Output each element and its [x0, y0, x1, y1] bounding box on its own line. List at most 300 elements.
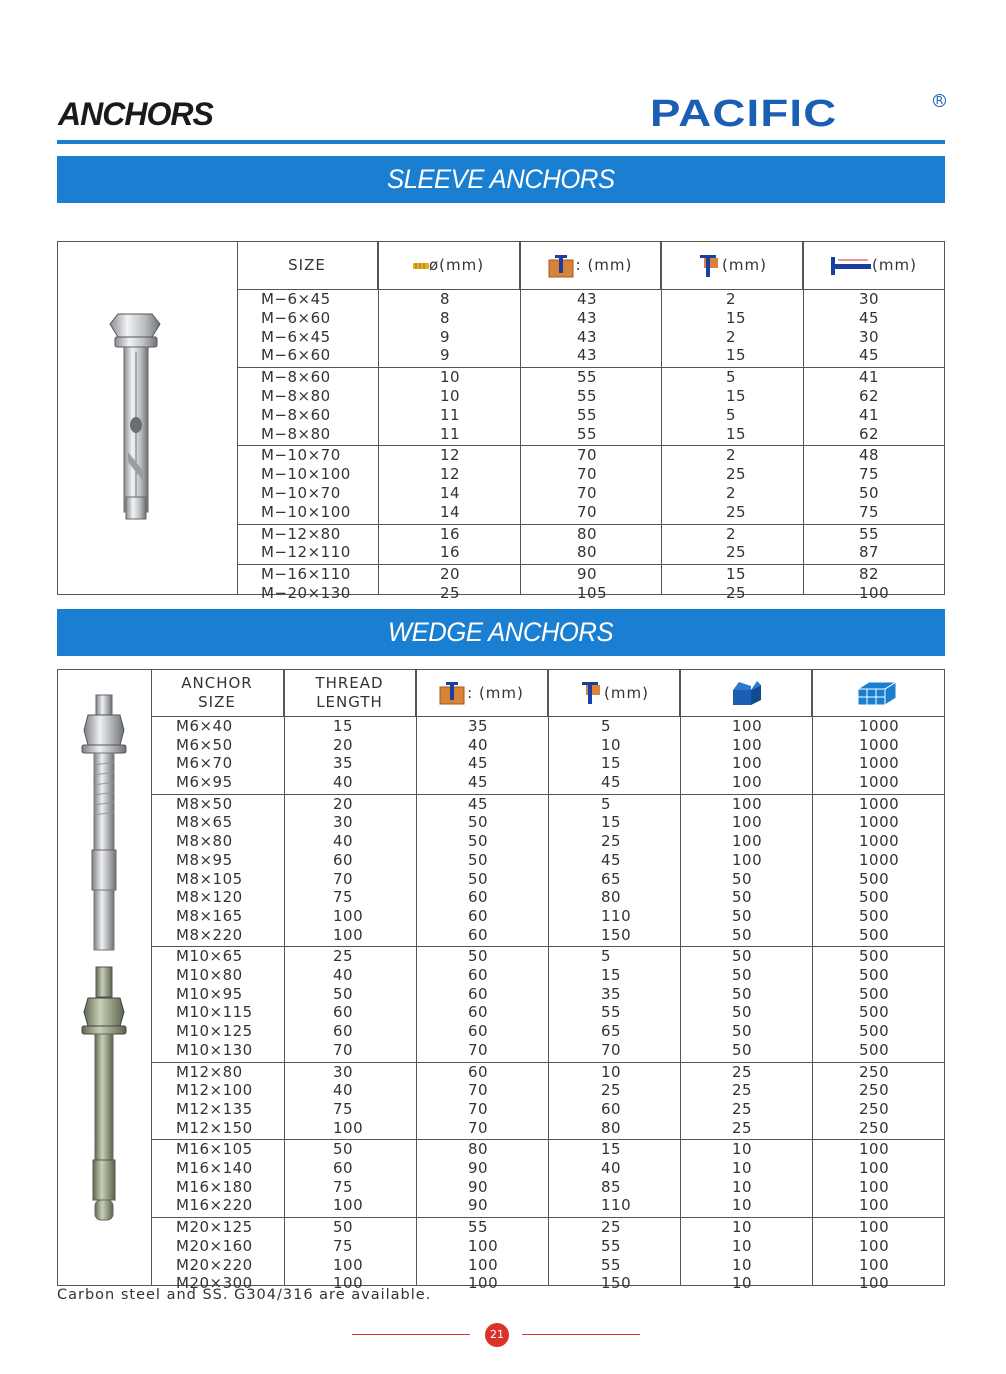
sleeve-header-depth	[520, 242, 661, 289]
wedge-cell: 60	[333, 1003, 354, 1022]
wedge-cell: M16×140	[176, 1159, 253, 1178]
wedge-cell: M10×80	[176, 966, 243, 985]
sleeve-row-group	[237, 367, 944, 446]
wedge-cell: 40	[333, 966, 354, 985]
wedge-cell: 5	[601, 794, 612, 813]
embedment-depth-icon	[548, 254, 576, 278]
wedge-cell: 15	[601, 754, 622, 773]
wedge-cell: 500	[859, 1022, 890, 1041]
wedge-cell: 60	[468, 984, 489, 1003]
wedge-cell: 1000	[859, 754, 900, 773]
wedge-cell: 15	[601, 813, 622, 832]
sleeve-cell: 43	[577, 290, 598, 308]
wedge-cell: 35	[333, 754, 354, 773]
anchor-length-icon	[830, 255, 872, 277]
sleeve-cell: 41	[859, 405, 880, 424]
wedge-column-divider	[680, 670, 681, 1285]
sleeve-cell: M−6×60	[261, 308, 331, 327]
sleeve-table-row	[237, 565, 944, 584]
wedge-cell: 45	[468, 754, 489, 773]
wedge-cell: 70	[468, 1099, 489, 1118]
wedge-cell: 110	[601, 906, 632, 925]
sleeve-cell: 11	[440, 405, 461, 424]
wedge-cell: 500	[859, 888, 890, 907]
sleeve-cell: 55	[577, 405, 598, 424]
wedge-cell: 50	[732, 1022, 753, 1041]
wedge-cell: 1000	[859, 813, 900, 832]
sleeve-table-row	[237, 584, 944, 603]
sleeve-row-group	[237, 445, 944, 524]
wedge-cell: 45	[601, 850, 622, 869]
wedge-cell: 100	[468, 1274, 499, 1293]
sleeve-cell: M−12×80	[261, 524, 341, 543]
wedge-cell: 5	[601, 947, 612, 966]
sleeve-table-row	[237, 484, 944, 503]
wedge-cell: 500	[859, 1003, 890, 1022]
sleeve-header-depth-label: : (mm)	[575, 256, 633, 274]
wedge-cell: 35	[468, 717, 489, 735]
wedge-column-divider	[548, 670, 549, 1285]
wedge-cell: 10	[732, 1236, 753, 1255]
sleeve-cell: M−20×130	[261, 583, 351, 602]
wedge-cell: 75	[333, 1099, 354, 1118]
sleeve-anchor-image-cell	[58, 242, 238, 594]
wedge-cell: 500	[859, 1040, 890, 1059]
sleeve-cell: 90	[577, 565, 598, 584]
wedge-cell: 10	[732, 1196, 753, 1215]
sleeve-cell: 62	[859, 386, 880, 405]
wedge-cell: 10	[601, 735, 622, 754]
sleeve-cell: M−10×70	[261, 446, 341, 465]
sleeve-table-row	[237, 406, 944, 425]
wedge-header-thickness	[548, 670, 680, 716]
wedge-cell: 10	[732, 1177, 753, 1196]
sleeve-table-row	[237, 328, 944, 347]
wedge-header-box-qty	[680, 670, 812, 716]
sleeve-cell: 2	[726, 290, 737, 308]
wedge-cell: 60	[468, 966, 489, 985]
wedge-cell: 35	[601, 984, 622, 1003]
header-rule	[57, 140, 945, 144]
wedge-cell: 75	[333, 888, 354, 907]
wedge-cell: 45	[601, 773, 622, 792]
box-quantity-icon	[729, 680, 763, 706]
sleeve-cell: 2	[726, 483, 737, 502]
wedge-cell: 50	[333, 984, 354, 1003]
sleeve-cell: 25	[726, 583, 747, 602]
wedge-cell: 90	[468, 1159, 489, 1178]
wedge-cell: 15	[333, 717, 354, 735]
page-number: 21	[485, 1323, 509, 1347]
wedge-cell: 100	[333, 1255, 364, 1274]
sleeve-column-divider	[803, 242, 804, 594]
wedge-cell: 50	[732, 1040, 753, 1059]
wedge-cell: 100	[333, 925, 364, 944]
sleeve-table-row	[237, 503, 944, 522]
sleeve-cell: 25	[440, 583, 461, 602]
sleeve-table-row	[237, 290, 944, 309]
sleeve-cell: M−8×80	[261, 424, 331, 443]
wedge-cell: 80	[468, 1140, 489, 1159]
wedge-cell: 20	[333, 735, 354, 754]
wedge-cell: 100	[732, 813, 763, 832]
sleeve-cell: 20	[440, 565, 461, 584]
wedge-cell: M16×180	[176, 1177, 253, 1196]
sleeve-cell: 15	[726, 346, 747, 365]
sleeve-cell: M−12×110	[261, 543, 351, 562]
sleeve-cell: 15	[726, 565, 747, 584]
wedge-header-size-line1: ANCHOR	[181, 674, 253, 692]
sleeve-cell: 2	[726, 524, 737, 543]
sleeve-cell: 8	[440, 308, 451, 327]
wedge-cell: 40	[333, 832, 354, 851]
wedge-cell: 250	[859, 1062, 890, 1081]
sleeve-cell: 2	[726, 327, 737, 346]
sleeve-cell: 41	[859, 368, 880, 387]
sleeve-cell: 87	[859, 543, 880, 562]
wedge-header-depth	[416, 670, 548, 716]
sleeve-cell: 48	[859, 446, 880, 465]
wedge-header-thread	[284, 670, 416, 716]
wedge-cell: M20×300	[176, 1274, 253, 1293]
wedge-cell: 60	[333, 1022, 354, 1041]
sleeve-cell: 10	[440, 368, 461, 387]
sleeve-cell: 82	[859, 565, 880, 584]
wedge-cell: 25	[732, 1118, 753, 1137]
wedge-cell: 100	[333, 1274, 364, 1293]
wedge-cell: 250	[859, 1081, 890, 1100]
wedge-cell: M16×220	[176, 1196, 253, 1215]
wedge-cell: 45	[468, 794, 489, 813]
wedge-cell: 100	[859, 1218, 890, 1237]
wedge-cell: M12×80	[176, 1062, 243, 1081]
sleeve-column-divider	[378, 242, 379, 594]
wedge-cell: 15	[601, 1140, 622, 1159]
wedge-cell: 60	[601, 1099, 622, 1118]
wedge-cell: M8×120	[176, 888, 243, 907]
wedge-cell: 25	[732, 1099, 753, 1118]
sleeve-cell: 2	[726, 446, 737, 465]
wedge-cell: M6×40	[176, 717, 233, 735]
wedge-cell: 50	[732, 1003, 753, 1022]
wedge-cell: 100	[859, 1196, 890, 1215]
wedge-cell: 40	[468, 735, 489, 754]
wedge-cell: 25	[601, 1218, 622, 1237]
sleeve-table-row	[237, 368, 944, 387]
sleeve-cell: 75	[859, 465, 880, 484]
brand-logo	[650, 94, 950, 134]
wedge-cell: 100	[732, 754, 763, 773]
sleeve-column-divider	[520, 242, 521, 594]
wedge-cell: 85	[601, 1177, 622, 1196]
wedge-cell: 80	[601, 888, 622, 907]
wedge-cell: 150	[601, 1274, 632, 1293]
wedge-cell: 50	[732, 947, 753, 966]
wedge-cell: 55	[601, 1255, 622, 1274]
wedge-cell: 100	[333, 906, 364, 925]
wedge-cell: 80	[601, 1118, 622, 1137]
sleeve-table-row	[237, 525, 944, 544]
sleeve-cell: 80	[577, 543, 598, 562]
fixture-thickness-icon	[578, 681, 604, 705]
wedge-cell: 60	[468, 925, 489, 944]
wedge-cell: 150	[601, 925, 632, 944]
wedge-cell: 70	[468, 1040, 489, 1059]
wedge-cell: 500	[859, 947, 890, 966]
wedge-cell: 60	[333, 850, 354, 869]
wedge-cell: 100	[468, 1236, 499, 1255]
wedge-cell: 500	[859, 984, 890, 1003]
sleeve-section-title: SLEEVE ANCHORS	[387, 164, 615, 194]
wedge-header-size-line2: SIZE	[198, 693, 236, 711]
sleeve-cell: M−8×80	[261, 386, 331, 405]
sleeve-cell: M−8×60	[261, 368, 331, 387]
sleeve-cell: 14	[440, 483, 461, 502]
wedge-cell: 90	[468, 1177, 489, 1196]
carton-quantity-icon	[856, 679, 900, 707]
sleeve-table-row	[237, 446, 944, 465]
sleeve-table-row	[237, 465, 944, 484]
sleeve-cell: M−6×45	[261, 327, 331, 346]
sleeve-cell: 12	[440, 446, 461, 465]
wedge-cell: 50	[732, 888, 753, 907]
sleeve-cell: 50	[859, 483, 880, 502]
wedge-cell: M8×50	[176, 794, 233, 813]
sleeve-cell: 25	[726, 502, 747, 521]
bolt-diameter-icon	[413, 261, 429, 271]
sleeve-cell: 45	[859, 346, 880, 365]
wedge-column-divider	[284, 670, 285, 1285]
wedge-cell: 90	[468, 1196, 489, 1215]
sleeve-header-thickness	[661, 242, 803, 289]
wedge-cell: 55	[601, 1236, 622, 1255]
wedge-cell: 25	[333, 947, 354, 966]
wedge-anchor-image	[58, 670, 151, 1285]
wedge-cell: 75	[333, 1236, 354, 1255]
sleeve-cell: M−16×110	[261, 565, 351, 584]
wedge-cell: 25	[601, 832, 622, 851]
wedge-cell: 70	[468, 1118, 489, 1137]
wedge-cell: 50	[468, 947, 489, 966]
wedge-column-divider	[416, 670, 417, 1285]
sleeve-cell: 5	[726, 368, 737, 387]
wedge-cell: 50	[333, 1140, 354, 1159]
sleeve-cell: 55	[577, 424, 598, 443]
sleeve-header-diameter	[378, 242, 520, 289]
wedge-cell: 25	[732, 1081, 753, 1100]
wedge-section-band	[57, 609, 945, 656]
sleeve-cell: M−10×100	[261, 465, 351, 484]
wedge-cell: 100	[859, 1274, 890, 1293]
wedge-cell: 100	[859, 1140, 890, 1159]
wedge-cell: 60	[468, 888, 489, 907]
wedge-cell: 100	[859, 1236, 890, 1255]
wedge-cell: M8×65	[176, 813, 233, 832]
sleeve-cell: 70	[577, 446, 598, 465]
sleeve-anchor-table	[57, 241, 945, 602]
wedge-cell: M10×115	[176, 1003, 253, 1022]
sleeve-cell: 25	[726, 543, 747, 562]
sleeve-cell: 16	[440, 524, 461, 543]
wedge-cell: 50	[732, 984, 753, 1003]
sleeve-cell: 70	[577, 465, 598, 484]
wedge-cell: 1000	[859, 735, 900, 754]
wedge-cell: 70	[601, 1040, 622, 1059]
wedge-header-thread-line1: THREAD	[315, 674, 384, 692]
wedge-cell: 55	[601, 1003, 622, 1022]
wedge-cell: M6×70	[176, 754, 233, 773]
wedge-cell: 10	[732, 1159, 753, 1178]
wedge-cell: 500	[859, 906, 890, 925]
wedge-cell: 40	[333, 773, 354, 792]
wedge-column-divider	[812, 670, 813, 1285]
wedge-cell: 60	[468, 1022, 489, 1041]
sleeve-header-size-label: SIZE	[288, 256, 326, 274]
wedge-section-title: WEDGE ANCHORS	[388, 617, 614, 647]
wedge-cell: 55	[468, 1218, 489, 1237]
sleeve-cell: 43	[577, 327, 598, 346]
wedge-cell: 50	[468, 869, 489, 888]
wedge-cell: 10	[732, 1274, 753, 1293]
sleeve-cell: 105	[577, 583, 608, 602]
wedge-cell: 250	[859, 1099, 890, 1118]
wedge-cell: 45	[468, 773, 489, 792]
brand-logo-text: PACIFIC	[650, 93, 838, 135]
wedge-cell: 50	[333, 1218, 354, 1237]
wedge-cell: 500	[859, 966, 890, 985]
wedge-cell: 1000	[859, 773, 900, 792]
sleeve-cell: 55	[859, 524, 880, 543]
sleeve-table-row	[237, 309, 944, 328]
wedge-cell: 100	[859, 1255, 890, 1274]
wedge-cell: 50	[732, 966, 753, 985]
wedge-anchor-image-cell	[58, 670, 152, 1285]
sleeve-cell: 30	[859, 290, 880, 308]
wedge-cell: 30	[333, 813, 354, 832]
sleeve-cell: 100	[859, 583, 890, 602]
page-title: ANCHORS	[58, 96, 213, 132]
wedge-cell: 70	[333, 869, 354, 888]
sleeve-cell: M−6×60	[261, 346, 331, 365]
wedge-cell: M8×220	[176, 925, 243, 944]
embedment-depth-icon	[439, 681, 467, 705]
sleeve-cell: 55	[577, 386, 598, 405]
wedge-cell: 100	[732, 773, 763, 792]
wedge-cell: 25	[601, 1081, 622, 1100]
sleeve-cell: 9	[440, 327, 451, 346]
wedge-cell: 100	[333, 1118, 364, 1137]
sleeve-section-band	[57, 156, 945, 203]
wedge-cell: M10×95	[176, 984, 243, 1003]
sleeve-cell: 10	[440, 386, 461, 405]
wedge-cell: 25	[732, 1062, 753, 1081]
wedge-cell: 60	[468, 1062, 489, 1081]
sleeve-cell: 8	[440, 290, 451, 308]
wedge-cell: 100	[333, 1196, 364, 1215]
wedge-cell: M20×220	[176, 1255, 253, 1274]
wedge-cell: 50	[468, 813, 489, 832]
sleeve-cell: 70	[577, 502, 598, 521]
sleeve-row-group	[237, 289, 944, 368]
sleeve-cell: 15	[726, 308, 747, 327]
wedge-cell: 250	[859, 1118, 890, 1137]
wedge-cell: 100	[859, 1159, 890, 1178]
sleeve-cell: 43	[577, 346, 598, 365]
wedge-cell: 60	[468, 906, 489, 925]
sleeve-cell: M−6×45	[261, 290, 331, 308]
wedge-cell: M12×100	[176, 1081, 253, 1100]
wedge-cell: 100	[468, 1255, 499, 1274]
sleeve-cell: 15	[726, 424, 747, 443]
wedge-cell: M10×65	[176, 947, 243, 966]
wedge-cell: M8×165	[176, 906, 243, 925]
sleeve-header-length	[803, 242, 944, 289]
sleeve-header-thickness-label: (mm)	[722, 256, 767, 274]
wedge-cell: M10×125	[176, 1022, 253, 1041]
wedge-cell: M6×50	[176, 735, 233, 754]
sleeve-cell: 80	[577, 524, 598, 543]
wedge-cell: 60	[468, 1003, 489, 1022]
wedge-cell: 50	[732, 869, 753, 888]
wedge-cell: 65	[601, 1022, 622, 1041]
wedge-cell: M8×80	[176, 832, 233, 851]
sleeve-cell: 5	[726, 405, 737, 424]
sleeve-header-length-label: (mm)	[872, 256, 917, 274]
wedge-cell: 100	[732, 735, 763, 754]
sleeve-cell: 75	[859, 502, 880, 521]
registered-mark: R	[933, 94, 946, 107]
wedge-cell: M8×105	[176, 869, 243, 888]
wedge-cell: M20×160	[176, 1236, 253, 1255]
sleeve-cell: 16	[440, 543, 461, 562]
wedge-cell: 100	[732, 717, 763, 735]
sleeve-cell: 15	[726, 386, 747, 405]
sleeve-cell: 25	[726, 465, 747, 484]
sleeve-cell: M−10×100	[261, 502, 351, 521]
wedge-cell: 20	[333, 794, 354, 813]
sleeve-table-row	[237, 387, 944, 406]
wedge-cell: 50	[732, 925, 753, 944]
sleeve-column-divider	[661, 242, 662, 594]
wedge-cell: 75	[333, 1177, 354, 1196]
wedge-cell: M16×105	[176, 1140, 253, 1159]
sleeve-header-size	[237, 242, 378, 289]
wedge-cell: M8×95	[176, 850, 233, 869]
wedge-cell: 1000	[859, 850, 900, 869]
sleeve-cell: 45	[859, 308, 880, 327]
sleeve-table-row	[237, 543, 944, 562]
wedge-anchor-table	[57, 669, 945, 1293]
wedge-cell: 100	[732, 832, 763, 851]
wedge-cell: 15	[601, 966, 622, 985]
wedge-cell: 40	[333, 1081, 354, 1100]
wedge-cell: 70	[333, 1040, 354, 1059]
wedge-cell: M20×125	[176, 1218, 253, 1237]
wedge-header-carton-qty	[812, 670, 944, 716]
wedge-cell: 1000	[859, 717, 900, 735]
wedge-cell: M10×130	[176, 1040, 253, 1059]
wedge-cell: 100	[732, 850, 763, 869]
fixture-thickness-icon	[696, 254, 722, 278]
sleeve-cell: 43	[577, 308, 598, 327]
wedge-header-size	[151, 670, 284, 716]
wedge-cell: 100	[732, 794, 763, 813]
sleeve-anchor-image	[58, 242, 237, 594]
wedge-cell: 50	[732, 906, 753, 925]
sleeve-cell: 55	[577, 368, 598, 387]
wedge-cell: M12×135	[176, 1099, 253, 1118]
wedge-cell: 40	[601, 1159, 622, 1178]
